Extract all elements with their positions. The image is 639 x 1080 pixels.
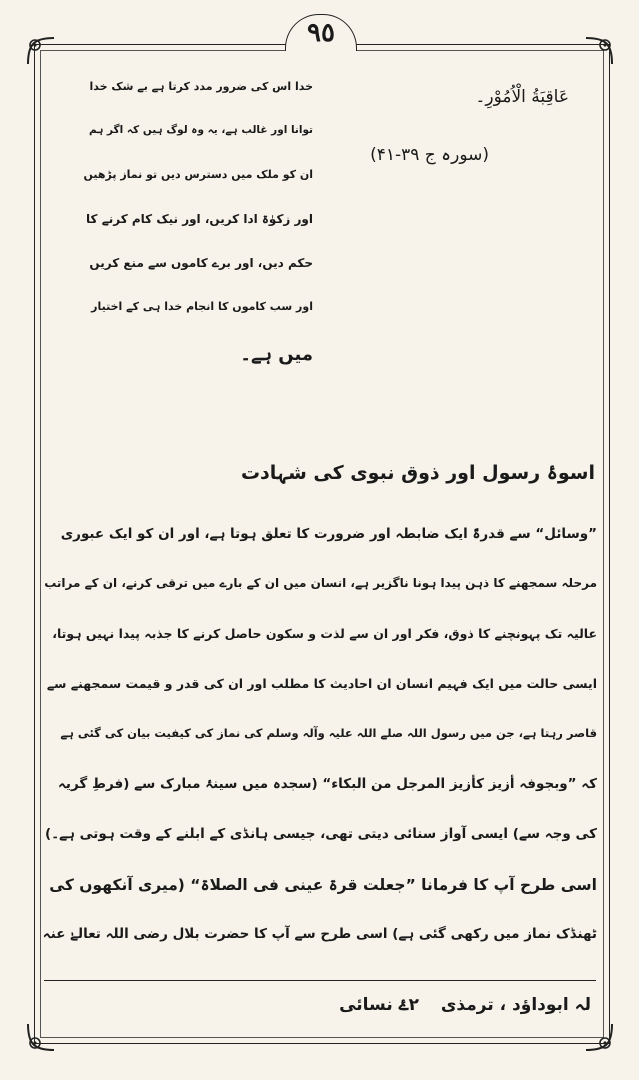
verse-line: توانا اور غالب ہے، یہ وہ لوگ ہیں کہ اگر ہم: [88, 124, 313, 136]
section-heading: اسوۂ رسول اور ذوق نبوی کی شہادت: [240, 462, 595, 484]
footnote-left: ۲ۓ نسائی: [339, 995, 419, 1015]
body-line: کی وجہ سے) ایسی آواز سنائی دیتی تھی، جیسی ہانڈی کے ابلنے کے وقت ہوتی ہے۔): [45, 826, 597, 842]
verse-line: اور زکوٰۃ ادا کریں، اور نیک کام کرنے کا: [86, 212, 313, 226]
verse-line: اور سب کاموں کا انجام خدا ہی کے اختیار: [91, 300, 313, 313]
body-line: مرحلہ سمجھنے کا ذہن پیدا ہونا ناگزیر ہے، انسان میں ان کے بارے میں ترقی کرنے، ان کے مراتب: [44, 576, 597, 590]
ornament-corner-icon: [582, 1020, 616, 1054]
body-line: ٹھنڈک نماز میں رکھی گئی ہے) اسی طرح سے آپ کا حضرت بلال رضی اللہ تعالےٰ عنہ: [42, 926, 597, 942]
ornament-corner-icon: [24, 1020, 58, 1054]
ornament-corner-icon: [24, 34, 58, 68]
footnote-right: لہ ابوداؤد ، ترمذی: [440, 995, 591, 1015]
footnote-divider: [44, 980, 596, 981]
verse-line: خدا اس کی ضرور مدد کرتا ہے بے شک خدا: [89, 80, 313, 93]
body-line: عالیہ تک پہونچنے کا ذوق، فکر اور ان سے لذت و سکون حاصل کرنے کا جذبہ پیدا نہیں ہوتا،: [52, 626, 597, 641]
body-line: اسی طرح آپ کا فرمانا ”جعلت قرۃ عینی فی الصلاۃ“ (میری آنکھوں کی: [49, 876, 597, 894]
body-line: قاصر رہتا ہے، جن میں رسول اللہ صلے اللہ علیہ وآلہ وسلم کی نماز کی کیفیت بیان کی گئی ہے: [60, 726, 597, 740]
body-line: ایسی حالت میں ایک فہیم انسان ان احادیث کا مطلب اور ان کی قدر و قیمت سمجھنے سے: [46, 676, 597, 691]
section-label: عَاقِبَةُ الْاُمُوْرِ۔: [475, 87, 569, 107]
ornament-corner-icon: [582, 34, 616, 68]
verse-line: حکم دیں، اور برے کاموں سے منع کریں: [89, 256, 313, 270]
page-number: ٩٥: [285, 14, 357, 51]
body-line: ”وسائل“ سے قدرۃً ایک ضابطہ اور ضرورت کا تعلق ہوتا ہے، اور ان کو ایک عبوری: [60, 526, 597, 542]
verse-line: میں ہے۔: [240, 344, 313, 365]
verse-line: ان کو ملک میں دسترس دیں تو نماز پڑھیں: [83, 168, 313, 181]
surah-reference: (سورہ ج ۳۹-۴۱): [370, 145, 489, 165]
body-line: کہ ”وبجوفہ أزیز کأزیز المرجل من البکاء“ (سجدہ میں سینۂ مبارک سے (فرطِ گریہ: [58, 776, 597, 792]
